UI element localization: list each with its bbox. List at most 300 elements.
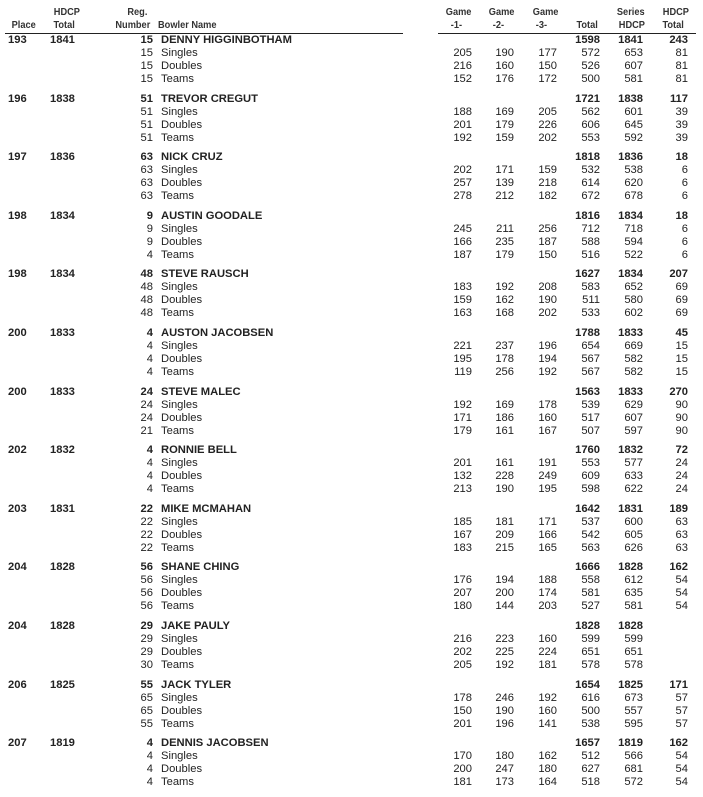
event-row [0,190,703,203]
reg-number-cell: 4 [146,737,153,750]
game3-cell: 150 [538,248,557,261]
hdcp-total-cell: 1833 [50,326,75,339]
header-series-bottom: HDCP [618,18,645,31]
series-hdcp-cell: 522 [624,248,643,261]
event-name: Doubles [161,235,203,248]
event-name: Teams [161,483,194,496]
reg-number-cell: 24 [140,398,153,411]
hdcp-cell: 270 [669,385,688,398]
hdcp-cell: 72 [675,444,688,457]
game3-cell: 166 [538,528,557,541]
event-name: Doubles [161,411,203,424]
game1-cell: 170 [453,750,472,763]
game2-cell: 256 [495,365,514,378]
total-cell: 532 [581,164,600,177]
bowler-name: DENNY HIGGINBOTHAM [161,34,292,46]
total-cell: 1818 [575,151,600,164]
game2-cell: 247 [495,763,514,776]
series-hdcp-cell: 538 [624,164,643,177]
game2-cell: 209 [495,528,514,541]
hdcp-cell: 24 [675,457,688,470]
game1-cell: 166 [453,235,472,248]
total-cell: 627 [581,763,600,776]
event-name: Singles [161,691,198,704]
game3-cell: 150 [538,60,557,72]
reg-number-cell: 63 [140,164,153,177]
series-hdcp-cell: 605 [624,528,643,541]
series-hdcp-cell: 592 [624,131,643,144]
game1-cell: 201 [453,717,472,730]
game3-cell: 160 [538,632,557,645]
game2-cell: 179 [495,248,514,261]
event-row [0,529,703,542]
event-row [0,281,703,294]
reg-number-cell: 63 [140,177,153,190]
reg-number-cell: 29 [140,645,153,658]
game3-cell: 172 [538,73,557,85]
series-hdcp-cell: 595 [624,717,643,730]
series-hdcp-cell: 581 [624,600,643,613]
hdcp-cell: 24 [675,470,688,483]
event-row [0,399,703,412]
game3-cell: 194 [538,352,557,365]
reg-number-cell: 63 [140,190,153,203]
reg-number-cell: 55 [140,678,153,691]
hdcp-cell: 57 [675,717,688,730]
game1-cell: 202 [453,645,472,658]
place-cell: 204 [8,619,27,632]
total-cell: 512 [581,750,600,763]
game2-cell: 180 [495,750,514,763]
event-name: Singles [161,105,198,118]
header-game3-bottom: -3- [535,18,548,31]
header-reg-top: Reg. [127,6,148,18]
reg-number-cell: 24 [140,385,153,398]
game2-cell: 176 [495,73,514,85]
event-name: Doubles [161,352,203,365]
bowler-summary-row [0,268,703,281]
bowler-name: SHANE CHING [161,561,240,574]
hdcp-cell: 15 [675,352,688,365]
hdcp-cell: 45 [675,326,688,339]
game3-cell: 202 [538,307,557,320]
reg-number-cell: 15 [140,60,153,72]
game3-cell: 218 [538,177,557,190]
game1-cell: 119 [454,365,472,378]
total-cell: 1642 [575,502,600,515]
bowler-group [0,34,703,93]
hdcp-cell: 189 [669,502,688,515]
game2-cell: 178 [495,352,514,365]
hdcp-cell: 24 [675,483,688,496]
reg-number-cell: 48 [140,294,153,307]
game3-cell: 187 [538,235,557,248]
game2-cell: 192 [495,658,514,671]
hdcp-cell: 162 [669,561,688,574]
series-hdcp-cell: 673 [624,691,643,704]
total-cell: 567 [581,352,600,365]
event-row [0,340,703,353]
game1-cell: 180 [453,600,472,613]
event-row [0,177,703,190]
game1-cell: 202 [453,164,472,177]
event-name: Singles [161,281,198,294]
game2-cell: 200 [495,587,514,600]
game1-cell: 150 [453,704,472,717]
game1-cell: 163 [453,307,472,320]
series-hdcp-cell: 577 [624,457,643,470]
event-row [0,73,703,86]
hdcp-cell: 63 [675,528,688,541]
total-cell: 542 [581,528,600,541]
reg-number-cell: 15 [140,47,153,59]
hdcp-total-cell: 1834 [50,268,75,281]
bowler-name: RONNIE BELL [161,444,237,457]
reg-number-cell: 48 [140,268,153,281]
game2-cell: 194 [495,574,514,587]
game1-cell: 185 [453,515,472,528]
reg-number-cell: 15 [140,34,153,46]
game1-cell: 278 [453,190,472,203]
header-game3-top: Game [532,6,559,18]
bowler-group [0,444,703,503]
event-name: Teams [161,73,194,85]
game3-cell: 208 [538,281,557,294]
bowler-group [0,679,703,738]
reg-number-cell: 51 [140,131,153,144]
reg-number-cell: 29 [140,632,153,645]
hdcp-cell: 15 [675,365,688,378]
game3-cell: 205 [538,105,557,118]
event-name: Teams [161,248,194,261]
game2-cell: 190 [495,704,514,717]
place-cell: 200 [8,326,27,339]
hdcp-cell: 69 [675,294,688,307]
game3-cell: 188 [538,574,557,587]
game3-cell: 180 [538,763,557,776]
reg-number-cell: 65 [140,704,153,717]
event-row [0,119,703,132]
event-name: Singles [161,574,198,587]
game1-cell: 179 [453,424,472,437]
event-name: Singles [161,222,198,235]
total-cell: 614 [581,177,600,190]
event-row [0,659,703,672]
bowler-group [0,93,703,152]
place-cell: 203 [8,502,27,515]
total-cell: 588 [581,235,600,248]
bowler-name: NICK CRUZ [161,151,223,164]
total-cell: 563 [581,541,600,554]
reg-number-cell: 22 [140,502,153,515]
hdcp-cell: 6 [681,190,688,203]
bowler-summary-row [0,386,703,399]
hdcp-total-cell: 1828 [50,561,75,574]
total-cell: 567 [581,365,600,378]
bowler-group [0,503,703,562]
bowler-group [0,561,703,620]
reg-number-cell: 51 [140,105,153,118]
hdcp-total-cell: 1828 [50,619,75,632]
hdcp-cell: 207 [669,268,688,281]
reg-number-cell: 56 [140,600,153,613]
header-total: Total [576,18,598,31]
bowler-group [0,620,703,679]
bowler-summary-row [0,210,703,223]
series-hdcp-cell: 566 [624,750,643,763]
reg-number-cell: 9 [146,235,153,248]
hdcp-cell: 57 [675,691,688,704]
total-cell: 1816 [575,209,600,222]
place-cell: 198 [8,209,27,222]
series-hdcp-cell: 1819 [618,737,643,750]
event-name: Doubles [161,645,203,658]
event-name: Doubles [161,528,203,541]
reg-number-cell: 63 [140,151,153,164]
hdcp-cell: 39 [675,131,688,144]
hdcp-cell: 6 [681,235,688,248]
game3-cell: 224 [538,645,557,658]
hdcp-total-cell: 1836 [50,151,75,164]
hdcp-total-cell: 1831 [50,502,75,515]
game2-cell: 162 [495,294,514,307]
game1-cell: 205 [453,47,472,59]
game1-cell: 188 [453,105,472,118]
reg-number-cell: 22 [140,541,153,554]
event-name: Singles [161,164,198,177]
series-hdcp-cell: 1838 [618,92,643,105]
series-hdcp-cell: 578 [624,658,643,671]
standings-table [0,34,703,796]
bowler-name: JACK TYLER [161,678,232,691]
event-name: Teams [161,717,194,730]
game2-cell: 211 [496,222,514,235]
event-row [0,542,703,555]
event-row [0,646,703,659]
game2-cell: 235 [495,235,514,248]
bowler-group [0,210,703,269]
game1-cell: 207 [453,587,472,600]
event-name: Teams [161,658,194,671]
series-hdcp-cell: 1832 [618,444,643,457]
hdcp-cell: 39 [675,105,688,118]
event-row [0,249,703,262]
event-row [0,412,703,425]
event-name: Singles [161,515,198,528]
bowler-group [0,386,703,445]
total-cell: 553 [581,131,600,144]
game3-cell: 162 [538,750,557,763]
event-row [0,307,703,320]
total-cell: 599 [581,632,600,645]
event-row [0,705,703,718]
place-cell: 197 [8,151,27,164]
game3-cell: 249 [538,470,557,483]
game2-cell: 225 [495,645,514,658]
game1-cell: 152 [453,73,472,85]
hdcp-cell: 63 [675,515,688,528]
series-hdcp-cell: 1828 [618,561,643,574]
total-cell: 1627 [575,268,600,281]
total-cell: 1598 [575,34,600,46]
bowler-group [0,327,703,386]
series-hdcp-cell: 653 [624,47,643,59]
game3-cell: 165 [538,541,557,554]
reg-number-cell: 4 [146,248,153,261]
event-row [0,353,703,366]
series-hdcp-cell: 651 [624,645,643,658]
total-cell: 517 [581,411,600,424]
event-name: Doubles [161,294,203,307]
reg-number-cell: 4 [146,763,153,776]
event-row [0,483,703,496]
reg-number-cell: 30 [140,658,153,671]
event-row [0,633,703,646]
header-bowler-name: Bowler Name [158,18,217,31]
game3-cell: 178 [538,398,557,411]
event-name: Doubles [161,177,203,190]
series-hdcp-cell: 622 [624,483,643,496]
game1-cell: 216 [453,632,472,645]
game1-cell: 257 [453,177,472,190]
game3-cell: 190 [538,294,557,307]
game2-cell: 215 [495,541,514,554]
bowler-name: STEVE RAUSCH [161,268,249,281]
game1-cell: 132 [453,470,472,483]
game1-cell: 221 [453,339,472,352]
game2-cell: 246 [495,691,514,704]
hdcp-cell: 18 [675,151,688,164]
hdcp-cell: 243 [669,34,688,46]
reg-number-cell: 9 [146,209,153,222]
total-cell: 533 [581,307,600,320]
reg-number-cell: 56 [140,561,153,574]
hdcp-total-cell: 1833 [50,385,75,398]
bowler-summary-row [0,561,703,574]
event-row [0,236,703,249]
hdcp-cell: 18 [675,209,688,222]
series-hdcp-cell: 601 [624,105,643,118]
hdcp-cell: 90 [675,411,688,424]
hdcp-cell: 6 [681,248,688,261]
game3-cell: 174 [538,587,557,600]
series-hdcp-cell: 1834 [618,268,643,281]
game2-cell: 139 [495,177,514,190]
reg-number-cell: 56 [140,574,153,587]
bowler-name: AUSTIN GOODALE [161,209,263,222]
game3-cell: 192 [538,365,557,378]
game2-cell: 212 [495,190,514,203]
reg-number-cell: 24 [140,411,153,424]
hdcp-cell: 54 [675,587,688,600]
event-name: Singles [161,750,198,763]
bowler-summary-row [0,679,703,692]
event-row [0,718,703,731]
game2-cell: 169 [495,398,514,411]
header-game2-bottom: -2- [492,18,505,31]
hdcp-cell: 54 [675,600,688,613]
series-hdcp-cell: 580 [624,294,643,307]
total-cell: 581 [581,587,600,600]
reg-number-cell: 4 [146,470,153,483]
hdcp-cell: 54 [675,750,688,763]
total-cell: 609 [581,470,600,483]
event-row [0,692,703,705]
game2-cell: 160 [495,60,514,72]
game1-cell: 213 [453,483,472,496]
hdcp-cell: 81 [675,47,688,59]
series-hdcp-cell: 626 [624,541,643,554]
game3-cell: 181 [538,658,557,671]
header-game2-top: Game [488,6,515,18]
event-row [0,763,703,776]
game3-cell: 202 [538,131,557,144]
hdcp-total-cell: 1832 [50,444,75,457]
bowler-summary-row [0,93,703,106]
game2-cell: 196 [495,717,514,730]
reg-number-cell: 4 [146,483,153,496]
hdcp-cell: 90 [675,424,688,437]
event-name: Doubles [161,60,203,72]
series-hdcp-cell: 1834 [618,209,643,222]
bowler-summary-row [0,620,703,633]
total-cell: 1828 [575,619,600,632]
hdcp-cell: 63 [675,541,688,554]
bowler-summary-row [0,444,703,457]
bowler-summary-row [0,327,703,340]
bowler-summary-row [0,34,703,47]
hdcp-cell: 6 [681,177,688,190]
total-cell: 511 [582,294,600,307]
game3-cell: 160 [538,411,557,424]
header-series-top: Series [616,6,645,18]
reg-number-cell: 4 [146,457,153,470]
series-hdcp-cell: 612 [624,574,643,587]
hdcp-cell: 54 [675,776,688,789]
series-hdcp-cell: 557 [624,704,643,717]
event-row [0,425,703,438]
game1-cell: 178 [453,691,472,704]
total-cell: 500 [581,73,600,85]
hdcp-total-cell: 1838 [50,92,75,105]
game2-cell: 237 [495,339,514,352]
game1-cell: 159 [453,294,472,307]
game2-cell: 168 [495,307,514,320]
total-cell: 654 [581,339,600,352]
series-hdcp-cell: 645 [624,118,643,131]
bowler-group [0,151,703,210]
hdcp-total-cell: 1841 [50,34,75,46]
game2-cell: 186 [495,411,514,424]
series-hdcp-cell: 581 [624,73,643,85]
reg-number-cell: 4 [146,444,153,457]
hdcp-total-cell: 1825 [50,678,75,691]
place-cell: 207 [8,737,27,750]
series-hdcp-cell: 1836 [618,151,643,164]
place-cell: 202 [8,444,27,457]
event-row [0,106,703,119]
series-hdcp-cell: 1831 [618,502,643,515]
event-row [0,587,703,600]
place-cell: 206 [8,678,27,691]
game1-cell: 201 [453,118,472,131]
series-hdcp-cell: 1833 [618,326,643,339]
bowler-summary-row [0,503,703,516]
game2-cell: 181 [495,515,514,528]
hdcp-cell: 54 [675,763,688,776]
game2-cell: 144 [495,600,514,613]
game3-cell: 191 [538,457,557,470]
